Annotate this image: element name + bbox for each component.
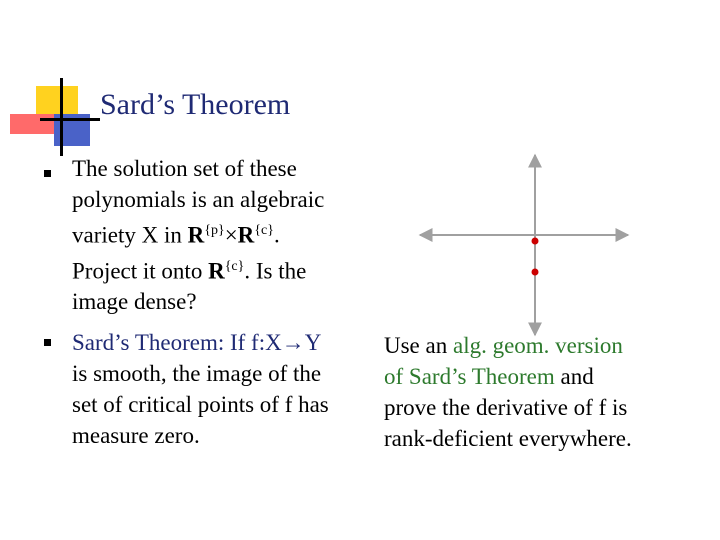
logo-vertical-line (60, 78, 63, 156)
reals-symbol: R (208, 258, 225, 284)
right-note (384, 330, 632, 454)
reals-symbol: R (237, 222, 255, 248)
bullet-2-text (72, 327, 329, 451)
right-note-line-4: rank-deficient everywhere. (384, 426, 632, 451)
superscript: {p} (204, 223, 225, 238)
projection-diagram (410, 150, 650, 340)
bullet-1-line-3 (72, 215, 324, 251)
logo-horizontal-line (40, 118, 100, 121)
text-fragment: Project it onto (72, 258, 209, 284)
highlight-text: of Sard’s Theorem (384, 364, 555, 389)
text-fragment: Use an (384, 333, 453, 358)
point-dot (532, 269, 539, 276)
text-fragment: . Is the (244, 258, 307, 284)
right-note-line-2 (384, 361, 632, 392)
bullet-1-text (72, 153, 324, 317)
bullet-2-line-4: measure zero. (72, 423, 200, 448)
text-fragment: and (554, 364, 594, 389)
point-dot (532, 238, 539, 245)
superscript: {c} (254, 223, 274, 238)
bullet-2-line-1: Sard’s Theorem: If f:X→Y (72, 330, 322, 355)
bullet-1-line-1: The solution set of these (72, 156, 297, 181)
bullet-marker (44, 170, 51, 177)
bullet-1-line-2: polynomials is an algebraic (72, 187, 325, 212)
text-fragment: . (273, 222, 280, 248)
bullet-1-line-4 (72, 251, 324, 287)
times-symbol: × (224, 222, 238, 248)
right-note-line-3: prove the derivative of f is (384, 395, 628, 420)
reals-symbol: R (187, 222, 205, 248)
bullet-2-line-2: is smooth, the image of the (72, 361, 322, 386)
superscript: {c} (224, 258, 245, 274)
slide-title: Sard’s Theorem (100, 88, 291, 121)
logo-red-bar (10, 114, 54, 134)
bullet-2-line-3: set of critical points of f has (72, 392, 329, 417)
bullet-1-line-5: image dense? (72, 289, 197, 315)
title-logo (0, 0, 100, 160)
text-fragment: variety X in (72, 222, 188, 248)
highlight-text: alg. geom. version (452, 333, 623, 358)
bullet-marker (44, 339, 51, 346)
